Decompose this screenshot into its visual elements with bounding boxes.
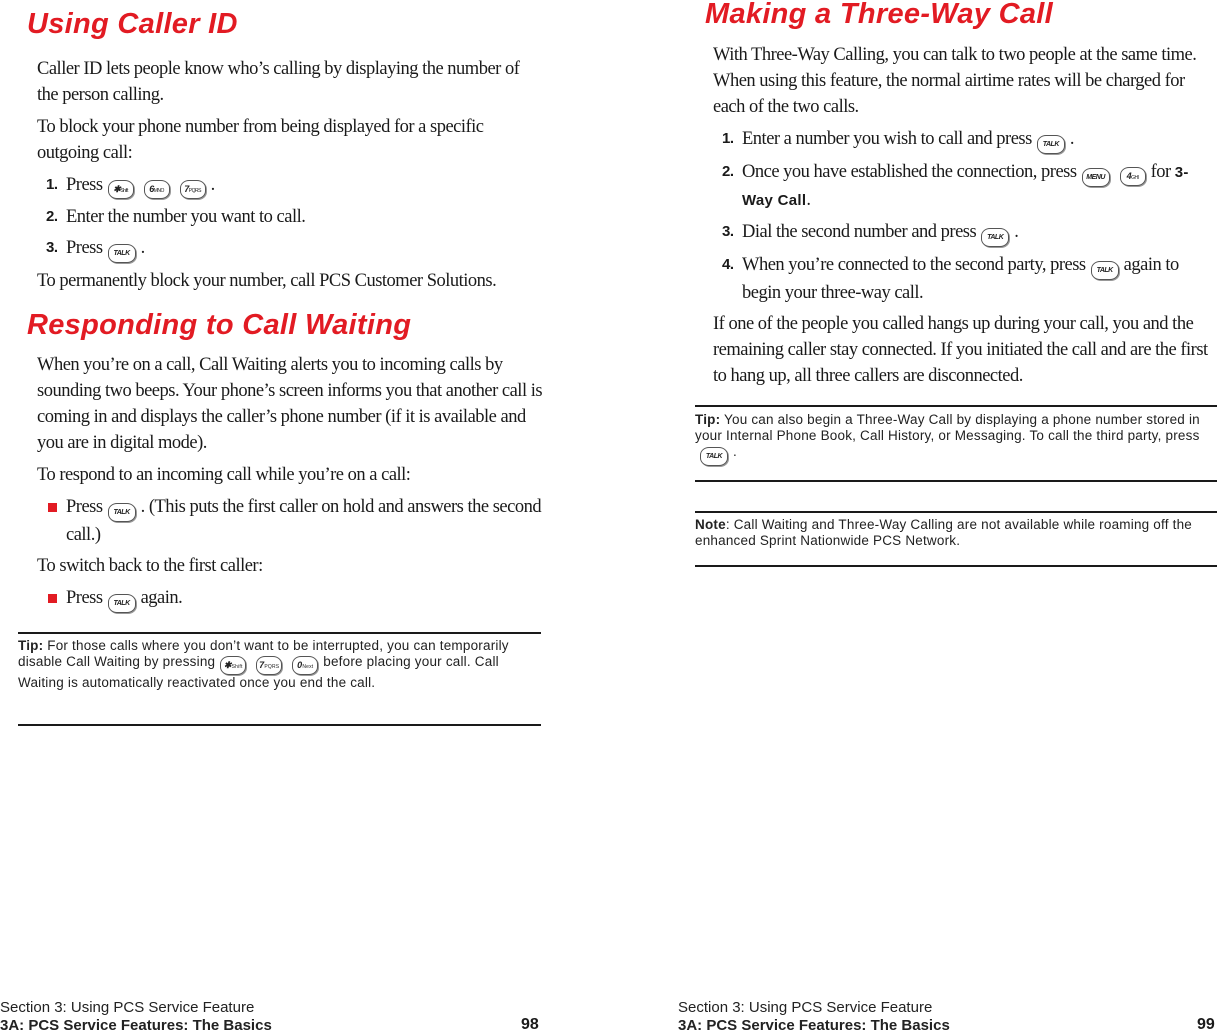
note-top-rule bbox=[695, 511, 1217, 513]
right-tip bbox=[695, 412, 1215, 466]
key-glyph: 6 bbox=[149, 184, 154, 194]
talk-key-icon: TALK bbox=[981, 228, 1009, 247]
caller-id-heading: Using Caller ID bbox=[27, 8, 238, 40]
step-2 bbox=[37, 204, 543, 230]
hangup-text: If one of the people you called hangs up during your call, you and the remaining caller stay connected. If you initiated the call and are the first to hang up, all three callers are disconnected. bbox=[713, 314, 1208, 386]
permanent-block-text: To permanently block your number, call PCS Customer Solutions. bbox=[37, 271, 497, 291]
right-footer bbox=[678, 999, 950, 1034]
talk-key-icon: TALK bbox=[108, 594, 136, 613]
tip-top-rule bbox=[695, 405, 1217, 407]
tip-label: Tip: bbox=[695, 412, 721, 427]
right-note bbox=[695, 517, 1215, 549]
note-label: Note bbox=[695, 517, 726, 532]
step-end: . bbox=[806, 190, 811, 210]
bullet-text: Press bbox=[66, 588, 103, 608]
footer-section: Section 3: Using PCS Service Feature bbox=[0, 999, 255, 1016]
star-key-icon bbox=[220, 656, 246, 675]
step-text: Enter a number you wish to call and press bbox=[742, 129, 1032, 149]
key-sub: PQRS bbox=[264, 664, 280, 670]
step-text: Press bbox=[66, 175, 103, 195]
seven-key-icon bbox=[256, 656, 282, 675]
talk-key-icon: TALK bbox=[108, 503, 136, 522]
step-text: Enter the number you want to call. bbox=[66, 207, 306, 227]
step-4 bbox=[713, 252, 1216, 306]
switch-intro: To switch back to the first caller: bbox=[37, 556, 263, 576]
step-end: . bbox=[140, 238, 145, 258]
key-glyph: 0 bbox=[297, 660, 303, 670]
step-number: 2. bbox=[722, 163, 734, 180]
four-key-icon bbox=[1120, 167, 1146, 186]
caller-id-body bbox=[37, 56, 543, 300]
step-2 bbox=[713, 159, 1216, 214]
right-page bbox=[609, 0, 1218, 1036]
step-end: . bbox=[1069, 129, 1074, 149]
tip-text: You can also begin a Three-Way Call by displaying a phone number stored in your Internal Phone Book, Call History, or Messaging. To call the third party, press bbox=[695, 412, 1200, 443]
seven-key-icon bbox=[180, 180, 206, 199]
star-key-icon bbox=[108, 180, 134, 199]
step-text: Once you have established the connection, press bbox=[742, 162, 1077, 182]
tip-label: Tip: bbox=[18, 638, 44, 653]
three-way-call-label: 3-Way Call bbox=[742, 164, 1189, 209]
tip-bottom-rule bbox=[18, 724, 541, 726]
left-tip bbox=[18, 638, 536, 691]
step-text: When you’re connected to the second party, press bbox=[742, 255, 1086, 275]
bullet-square-icon bbox=[48, 594, 57, 603]
tip-text-end: before placing your call. Call Waiting is automatically reactivated once you end the call. bbox=[18, 654, 499, 690]
menu-key-icon: MENU bbox=[1082, 168, 1110, 187]
bullet-text-end: . (This puts the first caller on hold and answers the second call.) bbox=[66, 497, 542, 545]
footer-chapter: 3A: PCS Service Features: The Basics bbox=[678, 1017, 950, 1034]
page-number: 98 bbox=[521, 1016, 539, 1033]
key-glyph: ✱ bbox=[223, 660, 232, 670]
page-number: 99 bbox=[1197, 1016, 1215, 1033]
tip-top-rule bbox=[18, 632, 541, 634]
three-way-body bbox=[713, 42, 1216, 395]
step-for: for bbox=[1150, 162, 1171, 182]
key-sub: MNO bbox=[153, 188, 164, 194]
step-number: 1. bbox=[722, 130, 734, 147]
key-sub: Shift bbox=[231, 664, 243, 670]
key-sub: PQRS bbox=[188, 188, 201, 194]
talk-key-icon: TALK bbox=[1037, 135, 1065, 154]
block-intro: To block your phone number from being displayed for a specific outgoing call: bbox=[37, 117, 484, 163]
step-number: 1. bbox=[46, 176, 58, 193]
footer-chapter: 3A: PCS Service Features: The Basics bbox=[0, 1017, 272, 1034]
tip-text-end: . bbox=[733, 444, 737, 459]
step-number: 3. bbox=[46, 239, 58, 256]
caller-id-intro: Caller ID lets people know who’s calling by displaying the number of the person calling. bbox=[37, 59, 520, 105]
step-3 bbox=[37, 235, 543, 263]
step-end: again to begin your three-way call. bbox=[742, 255, 1179, 303]
note-bottom-rule bbox=[695, 565, 1217, 567]
call-waiting-intro: When you’re on a call, Call Waiting alerts you to incoming calls by sounding two beeps. Your phone’s screen informs you that another call is coming in and displays the caller’s phone number (if it is available and you are in digital mode). bbox=[37, 355, 543, 453]
call-waiting-body bbox=[37, 352, 543, 618]
talk-key-icon: TALK bbox=[1091, 261, 1119, 280]
six-key-icon bbox=[144, 180, 170, 199]
step-text: Press bbox=[66, 238, 103, 258]
step-end: . bbox=[1014, 222, 1019, 242]
zero-key-icon bbox=[292, 656, 318, 675]
key-glyph: 7 bbox=[259, 660, 265, 670]
respond-intro: To respond to an incoming call while you’re on a call: bbox=[37, 465, 411, 485]
key-sub: Next bbox=[302, 664, 314, 670]
three-way-heading: Making a Three-Way Call bbox=[705, 0, 1054, 30]
talk-key-icon: TALK bbox=[108, 244, 136, 263]
left-footer bbox=[0, 999, 272, 1034]
step-1 bbox=[37, 172, 543, 199]
key-sub: GHI bbox=[1131, 175, 1139, 181]
tip-bottom-rule bbox=[695, 480, 1217, 482]
key-sub: Shift bbox=[120, 188, 128, 194]
step-3 bbox=[713, 219, 1216, 247]
talk-key-icon: TALK bbox=[700, 447, 728, 466]
key-glyph: 7 bbox=[184, 184, 189, 194]
key-glyph: 4 bbox=[1126, 171, 1132, 181]
three-way-intro: With Three-Way Calling, you can talk to two people at the same time. When using this feature, the normal airtime rates will be charged for each of the two calls. bbox=[713, 45, 1197, 117]
bullet-1 bbox=[37, 494, 543, 548]
step-number: 4. bbox=[722, 256, 734, 273]
bullet-square-icon bbox=[48, 503, 57, 512]
note-text: : Call Waiting and Three-Way Calling are not available while roaming off the enhanced Sprint Nationwide PCS Network. bbox=[695, 517, 1192, 548]
call-waiting-heading: Responding to Call Waiting bbox=[27, 309, 412, 341]
step-end: . bbox=[210, 175, 215, 195]
bullet-2 bbox=[37, 585, 543, 613]
footer-section: Section 3: Using PCS Service Feature bbox=[678, 999, 933, 1016]
key-glyph: ✱ bbox=[113, 184, 121, 194]
bullet-text: Press bbox=[66, 497, 103, 517]
tip-text: For those calls where you don’t want to be interrupted, you can temporarily disable Call Waiting by pressing bbox=[18, 638, 509, 669]
step-text: Dial the second number and press bbox=[742, 222, 977, 242]
step-number: 3. bbox=[722, 223, 734, 240]
step-1 bbox=[713, 126, 1216, 154]
bullet-text-end: again. bbox=[140, 588, 183, 608]
step-number: 2. bbox=[46, 208, 58, 225]
